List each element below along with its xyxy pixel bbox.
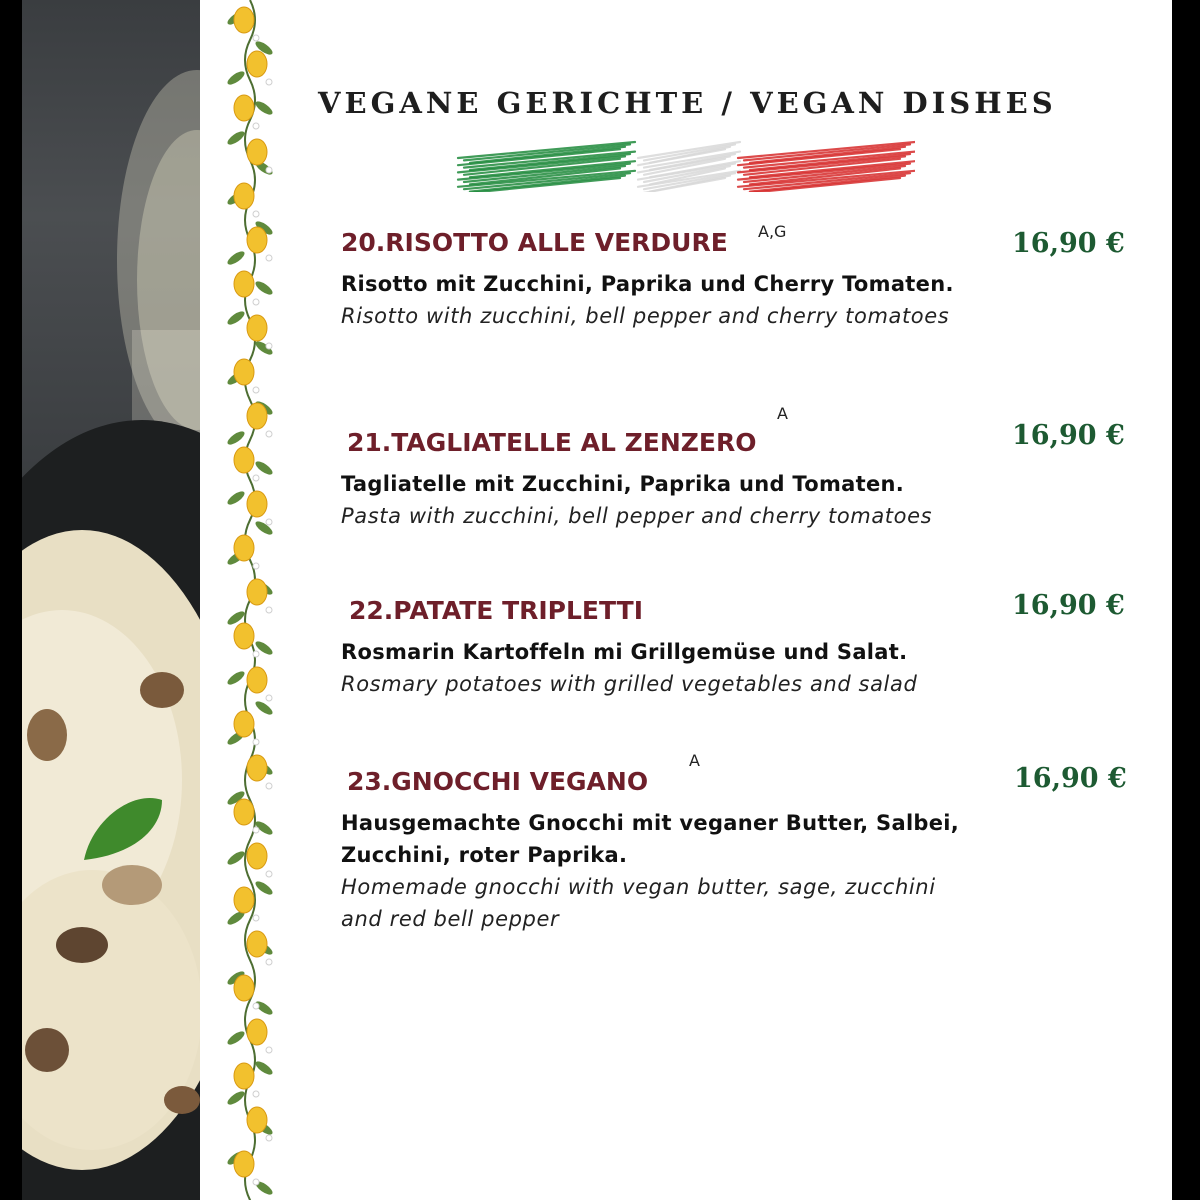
leaf-icon: [226, 309, 247, 327]
leaf-icon: [226, 129, 247, 147]
menu-item: [341, 590, 1141, 700]
lemon-icon: [234, 271, 254, 297]
blossom-icon: [253, 1091, 259, 1097]
blossom-icon: [253, 35, 259, 41]
lemon-icon: [234, 887, 254, 913]
lemon-icon: [247, 1107, 267, 1133]
leaf-icon: [254, 99, 275, 117]
leaf-icon: [226, 1029, 247, 1047]
description-english: Pasta with zucchini, bell pepper and cherry tomatoes: [341, 504, 933, 528]
description-german: Risotto mit Zucchini, Paprika und Cherry Tomaten.: [341, 272, 954, 296]
description-german: Hausgemachte Gnocchi mit veganer Butter, Salbei, Zucchini, roter Paprika.: [341, 811, 960, 867]
description-german: Tagliatelle mit Zucchini, Paprika und Tomaten.: [341, 472, 905, 496]
lemon-icon: [234, 535, 254, 561]
risotto-photo-illustration: [22, 0, 202, 1200]
blossom-icon: [253, 1003, 259, 1009]
dish-price: 16,90 €: [1014, 763, 1127, 794]
page-title: VEGANE GERICHTE / VEGAN DISHES: [318, 86, 1057, 120]
lemon-icon: [247, 1019, 267, 1045]
lemon-icon: [247, 755, 267, 781]
blossom-icon: [266, 1135, 272, 1141]
lemon-icon: [247, 491, 267, 517]
allergen-codes: A: [689, 751, 700, 770]
blossom-icon: [266, 519, 272, 525]
lemon-icon: [234, 183, 254, 209]
lemon-icon: [247, 227, 267, 253]
blossom-icon: [266, 695, 272, 701]
lemon-icon: [234, 623, 254, 649]
menu-item: [341, 222, 1141, 332]
blossom-icon: [266, 783, 272, 789]
lemon-icon: [234, 711, 254, 737]
dish-name: 22.PATATE TRIPLETTI: [349, 596, 643, 625]
blossom-icon: [253, 1179, 259, 1185]
dish-name: 21.TAGLIATELLE AL ZENZERO: [347, 428, 757, 457]
menu-item: [341, 751, 1141, 935]
dish-name: 20.RISOTTO ALLE VERDURE: [341, 228, 728, 257]
lemon-icon: [234, 975, 254, 1001]
blossom-icon: [253, 915, 259, 921]
allergen-codes: A,G: [758, 222, 787, 241]
leaf-icon: [254, 279, 275, 297]
leaf-icon: [254, 879, 275, 897]
lemon-icon: [234, 1151, 254, 1177]
menu-page: [200, 0, 1172, 1200]
food-photo: [22, 0, 202, 1200]
lemon-icon: [247, 579, 267, 605]
description-english: Homemade gnocchi with vegan butter, sage, zucchini and red bell pepper: [341, 875, 936, 931]
blossom-icon: [266, 431, 272, 437]
blossom-icon: [253, 827, 259, 833]
blossom-icon: [253, 475, 259, 481]
lemon-icon: [234, 1063, 254, 1089]
description-english: Risotto with zucchini, bell pepper and cherry tomatoes: [341, 304, 950, 328]
lemon-icon: [247, 667, 267, 693]
lemon-icon: [234, 799, 254, 825]
lemon-icon: [234, 7, 254, 33]
leaf-icon: [254, 699, 275, 717]
lemon-icon: [247, 315, 267, 341]
leaf-icon: [226, 849, 247, 867]
dish-price: 16,90 €: [1012, 228, 1125, 259]
allergen-codes: A: [777, 404, 788, 423]
leaf-icon: [226, 69, 247, 87]
dish-name: 23.GNOCCHI VEGANO: [347, 767, 649, 796]
blossom-icon: [253, 651, 259, 657]
blossom-icon: [266, 79, 272, 85]
blossom-icon: [253, 211, 259, 217]
leaf-icon: [226, 1089, 247, 1107]
blossom-icon: [266, 871, 272, 877]
lemon-icon: [234, 95, 254, 121]
lemon-icon: [247, 139, 267, 165]
dish-price: 16,90 €: [1012, 590, 1125, 621]
leaf-icon: [226, 489, 247, 507]
menu-item: [341, 404, 1141, 532]
blossom-icon: [253, 123, 259, 129]
leaf-icon: [226, 429, 247, 447]
lemon-icon: [234, 359, 254, 385]
leaf-icon: [254, 1059, 275, 1077]
dish-price: 16,90 €: [1012, 420, 1125, 451]
blossom-icon: [266, 959, 272, 965]
blossom-icon: [266, 255, 272, 261]
lemon-icon: [247, 931, 267, 957]
lemon-icon: [247, 843, 267, 869]
blossom-icon: [266, 1047, 272, 1053]
blossom-icon: [253, 563, 259, 569]
description-english: Rosmary potatoes with grilled vegetables and salad: [341, 672, 918, 696]
leaf-icon: [226, 249, 247, 267]
description-german: Rosmarin Kartoffeln mi Grillgemüse und Salat.: [341, 640, 908, 664]
blossom-icon: [266, 343, 272, 349]
lemon-icon: [247, 403, 267, 429]
italian-flag-brush-decoration: [450, 140, 915, 192]
blossom-icon: [253, 387, 259, 393]
blossom-icon: [266, 167, 272, 173]
leaf-icon: [254, 459, 275, 477]
leaf-icon: [226, 669, 247, 687]
blossom-icon: [266, 607, 272, 613]
lemon-icon: [247, 51, 267, 77]
lemon-icon: [234, 447, 254, 473]
lemon-garland-decoration: [220, 0, 280, 1200]
blossom-icon: [253, 299, 259, 305]
blossom-icon: [253, 739, 259, 745]
